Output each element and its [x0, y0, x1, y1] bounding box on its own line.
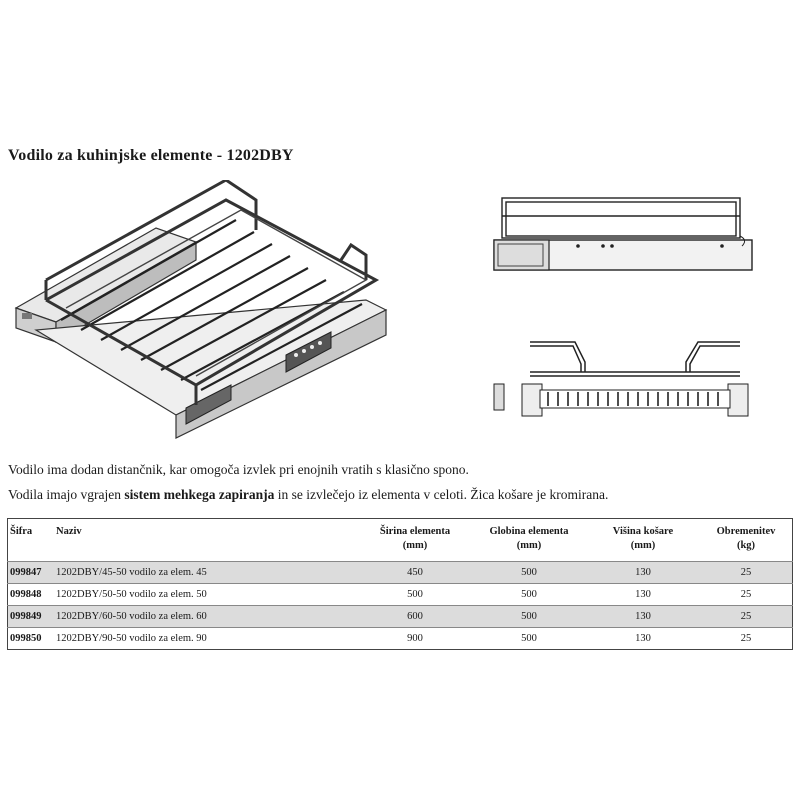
cell-load: 25 — [700, 606, 793, 628]
cell-name: 1202DBY/45-50 vodilo za elem. 45 — [54, 562, 358, 584]
cell-name: 1202DBY/90-50 vodilo za elem. 90 — [54, 628, 358, 650]
page-title: Vodilo za kuhinjske elemente - 1202DBY — [8, 147, 294, 164]
cell-depth: 500 — [472, 606, 586, 628]
description-text: Vodila imajo vgrajen — [8, 487, 125, 502]
cell-width: 600 — [358, 606, 472, 628]
table-header-row — [8, 519, 793, 562]
description-line-1: Vodilo ima dodan distančnik, kar omogoča izvlek pri enojnih vratih s klasično spono. — [8, 462, 469, 477]
cell-load: 25 — [700, 628, 793, 650]
cell-height: 130 — [586, 606, 700, 628]
description-highlight: sistem mehkega zapiranja — [124, 487, 275, 502]
header-depth: Globina elementa (mm) — [489, 526, 569, 551]
cell-depth: 500 — [472, 628, 586, 650]
cell-depth: 500 — [472, 562, 586, 584]
table-row — [8, 606, 793, 628]
cell-depth: 500 — [472, 584, 586, 606]
cell-height: 130 — [586, 584, 700, 606]
description-text: in se izvlečejo iz elementa v celoti. Žica košare je kromirana. — [274, 487, 609, 502]
cell-code: 099848 — [8, 584, 55, 606]
table-row — [8, 628, 793, 650]
cell-load: 25 — [700, 584, 793, 606]
cell-width: 900 — [358, 628, 472, 650]
front-view-drawing — [490, 332, 760, 432]
header-name: Naziv — [56, 526, 82, 537]
cell-name: 1202DBY/50-50 vodilo za elem. 50 — [54, 584, 358, 606]
cell-height: 130 — [586, 562, 700, 584]
cell-code: 099847 — [8, 562, 55, 584]
cell-code: 099849 — [8, 606, 55, 628]
cell-width: 450 — [358, 562, 472, 584]
cell-name: 1202DBY/60-50 vodilo za elem. 60 — [54, 606, 358, 628]
side-view-drawing — [490, 188, 760, 278]
cell-width: 500 — [358, 584, 472, 606]
cell-load: 25 — [700, 562, 793, 584]
header-code: Šifra — [10, 526, 33, 537]
spec-table — [7, 518, 793, 650]
table-row — [8, 584, 793, 606]
basket-illustration — [6, 180, 406, 450]
header-width: Širina elementa (mm) — [379, 526, 451, 551]
header-height: Višina košare (mm) — [612, 526, 674, 551]
cell-height: 130 — [586, 628, 700, 650]
cell-code: 099850 — [8, 628, 55, 650]
table-row — [8, 562, 793, 584]
header-load: Obremenitev (kg) — [716, 526, 776, 551]
description-line-2 — [8, 487, 608, 503]
